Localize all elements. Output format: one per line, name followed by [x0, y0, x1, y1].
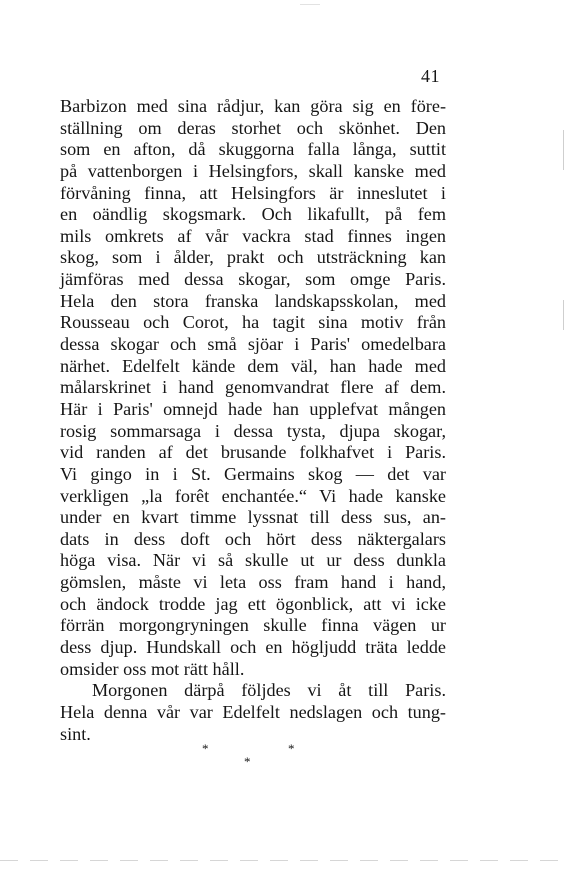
text-line: Här i Paris' omnejd hade han upplefvat mången: [60, 398, 446, 419]
text-line: närhet. Edelfelt kände dem väl, han hade med: [60, 355, 446, 376]
text-line: Rousseau och Corot, ha tagit sina motiv från: [60, 312, 446, 333]
text-line: rosig sommarsaga i dessa tysta, djupa skogar,: [60, 420, 446, 441]
text-line: mils omkrets af vår vackra stad finnes ingen: [60, 225, 446, 246]
text-line: sint.: [60, 723, 91, 744]
text-line: dess djup. Hundskall och en högljudd träta ledde: [60, 637, 446, 658]
text-line: vid randen af det brusande folkhafvet i Paris.: [60, 442, 446, 463]
text-line: en oändlig skogsmark. Och likafullt, på fem: [60, 204, 446, 225]
text-line: Hela den stora franska landskapsskolan, med: [60, 290, 446, 311]
text-line: dessa skogar och små sjöar i Paris' omedelbara: [60, 334, 446, 355]
text-line: jämföras med dessa skogar, som omge Paris.: [60, 269, 446, 290]
text-line: på vattenborgen i Helsingfors, skall kanske med: [60, 160, 446, 181]
text-line: Hela denna vår var Edelfelt nedslagen och tung-: [60, 701, 446, 722]
text-line: som en afton, då skuggorna falla långa, suttit: [60, 139, 446, 160]
asterisk-icon: *: [202, 741, 209, 756]
text-line: skog, som i ålder, prakt och utsträckning kan: [60, 247, 446, 268]
text-line: höga visa. När vi så skulle ut ur dess dunkla: [60, 550, 446, 571]
text-line: förrän morgongryningen skulle finna vägen ur: [60, 615, 446, 636]
text-line-paragraph-start: Morgonen därpå följdes vi åt till Paris.: [92, 680, 446, 701]
page-number: 41: [421, 66, 440, 86]
text-line: ställning om deras storhet och skönhet. Den: [60, 117, 446, 138]
body-text: [60, 96, 446, 745]
text-line: förvåning finna, att Helsingfors är inneslutet i: [60, 182, 446, 203]
scan-edge-top: [0, 4, 568, 5]
text-line: målarskrinet i hand genomvandrat flere af dem.: [60, 377, 446, 398]
scan-edge-bottom: [0, 860, 568, 861]
text-line: omsider oss mot rätt håll.: [60, 658, 245, 679]
text-line: Barbizon med sina rådjur, kan göra sig en före-: [60, 96, 446, 116]
section-break-asterism: [0, 738, 568, 778]
asterisk-icon: *: [288, 741, 295, 756]
text-line: under en kvart timme lyssnat till dess sus, an-: [60, 507, 446, 528]
asterisk-icon: *: [244, 754, 251, 769]
text-line: Vi gingo in i St. Germains skog — det var: [60, 463, 446, 484]
scan-edge-right: [563, 130, 564, 170]
text-line: gömslen, måste vi leta oss fram hand i hand,: [60, 572, 446, 593]
text-line: dats in dess doft och hört dess näktergalars: [60, 528, 446, 549]
text-line: verkligen „la forêt enchantée.“ Vi hade kanske: [60, 485, 446, 506]
text-line: och ändock trodde jag ett ögonblick, att vi icke: [60, 593, 446, 614]
scan-edge-right-lower: [563, 300, 564, 330]
